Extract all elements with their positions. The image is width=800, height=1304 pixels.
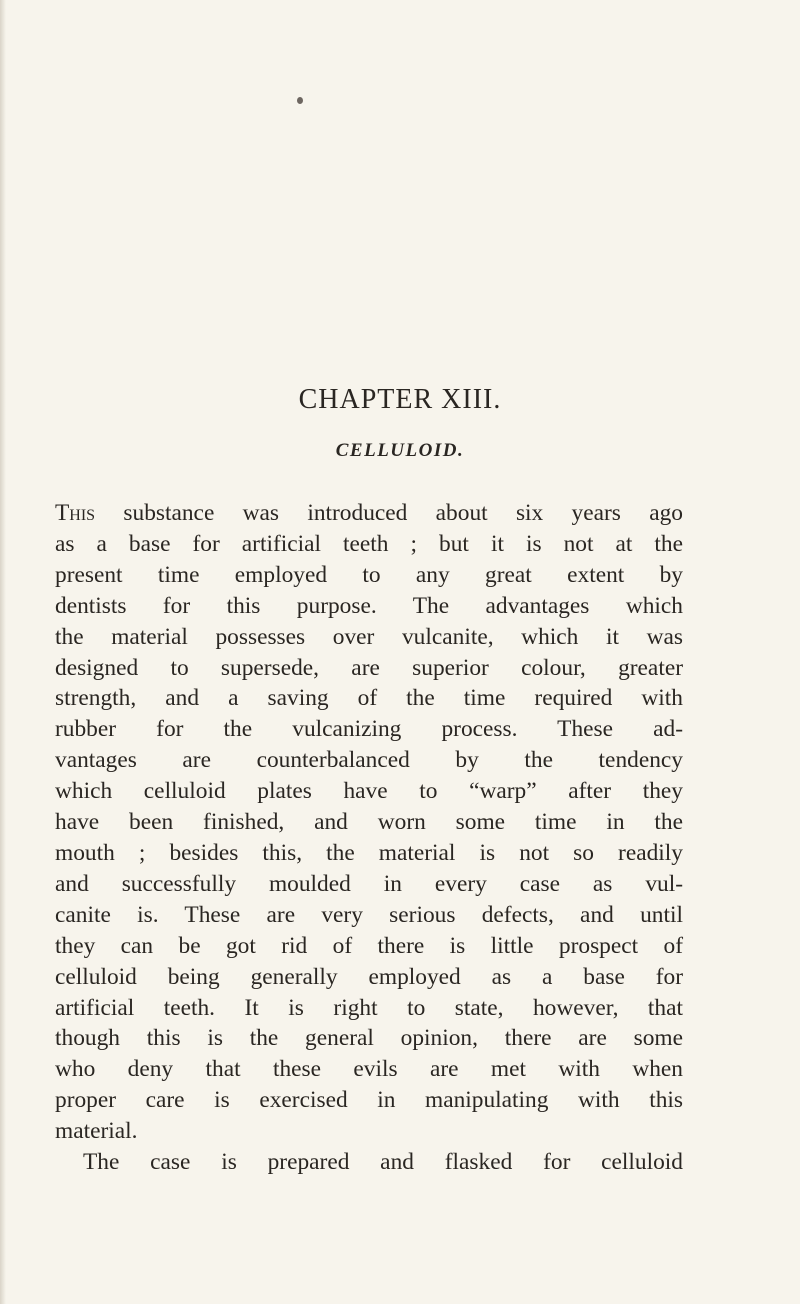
chapter-heading: CHAPTER XIII. (298, 384, 502, 415)
text-line: rubber for the vulcanizing process. These ad- (55, 716, 683, 743)
lead-word: This (55, 500, 96, 526)
text-line: material. (55, 1118, 138, 1145)
text-line: though this is the general opinion, there are some (55, 1025, 683, 1052)
chapter-subtitle: CELLULOID. (335, 440, 465, 461)
text-line: artificial teeth. It is right to state, however, that (55, 994, 683, 1021)
text-line (55, 498, 683, 529)
text-line: celluloid being generally employed as a base for (55, 963, 683, 990)
text-line: The case is prepared and flasked for celluloid (83, 1149, 683, 1176)
text-line: dentists for this purpose. The advantages which (55, 592, 683, 619)
text-line: the material possesses over vulcanite, which it was (55, 623, 683, 650)
text-line: and successfully moulded in every case as vul- (55, 870, 683, 897)
text-line: designed to supersede, are superior colour, greater (55, 654, 683, 681)
text-line: mouth ; besides this, the material is not so readily (55, 839, 683, 866)
text-line: which celluloid plates have to “warp” after they (55, 778, 683, 805)
body-paragraph (55, 498, 683, 1178)
page-edge (0, 0, 6, 1304)
text-line: proper care is exercised in manipulating with this (55, 1087, 683, 1114)
text-line: as a base for artificial teeth ; but it is not at the (55, 530, 683, 557)
text-line: they can be got rid of there is little prospect of (55, 932, 683, 959)
text-line: strength, and a saving of the time required with (55, 685, 683, 712)
text-line: present time employed to any great extent by (55, 561, 683, 588)
text-line: who deny that these evils are met with when (55, 1056, 683, 1083)
text-line: have been finished, and worn some time in the (55, 809, 683, 836)
text-line-rest: substance was introduced about six years ago (95, 500, 683, 526)
text-line: canite is. These are very serious defects, and until (55, 901, 683, 928)
text-line: vantages are counterbalanced by the tendency (55, 747, 683, 774)
ink-speck (297, 97, 303, 104)
